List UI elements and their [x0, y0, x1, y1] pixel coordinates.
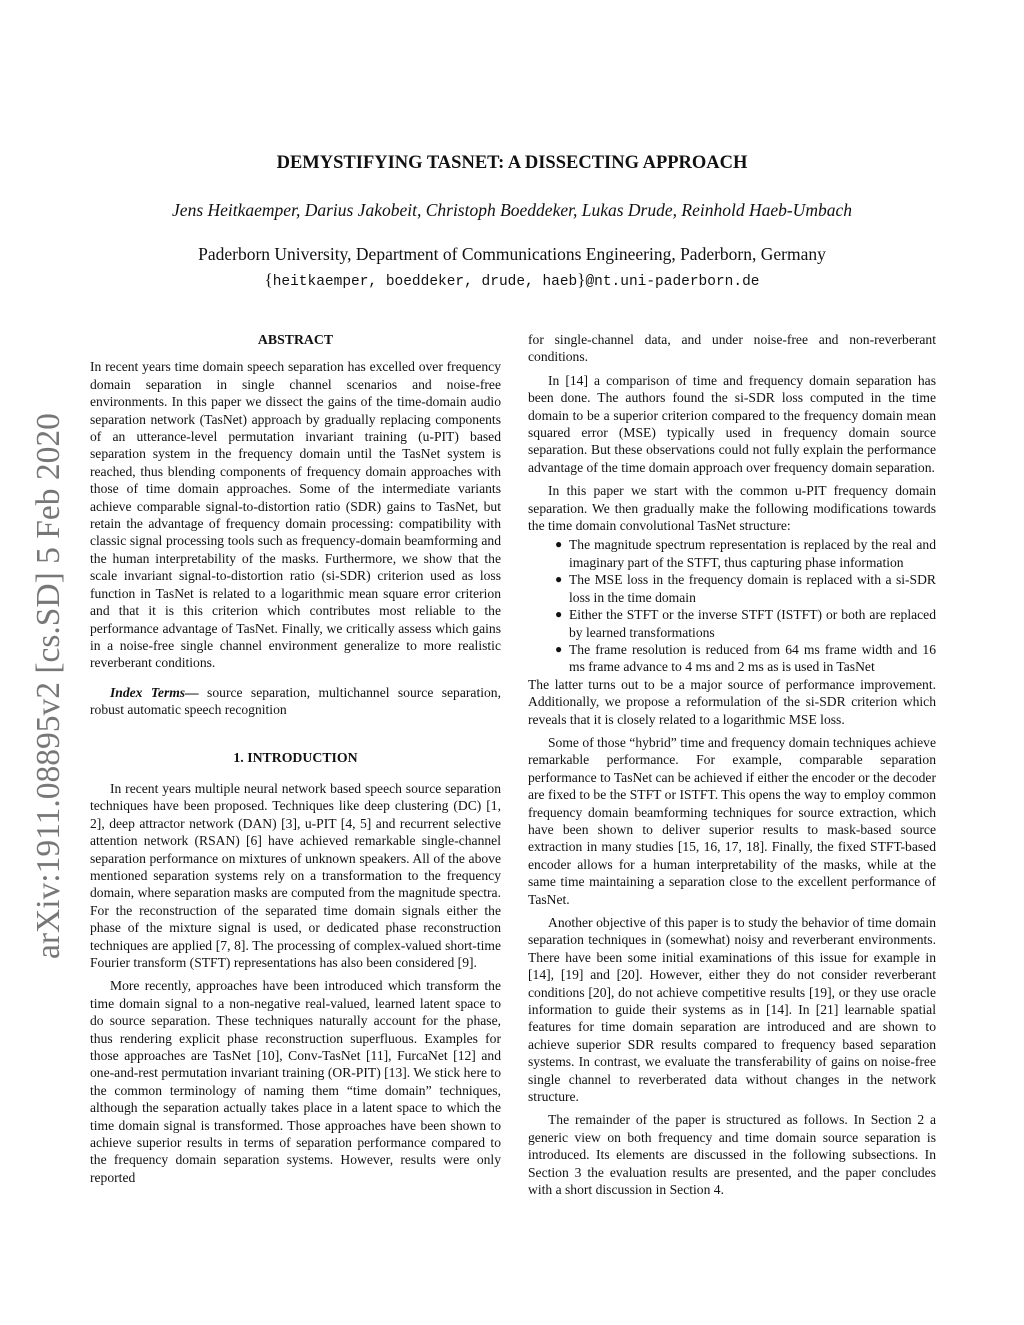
- abstract-heading: ABSTRACT: [257, 332, 334, 347]
- left-column: [90, 331, 501, 1186]
- email-usernames: heitkaemper, boeddeker, drude, haeb: [272, 274, 578, 290]
- intro-paragraph-6: Another objective of this paper is to study the behavior of time domain separation techniques in (somewhat) noisy and reverberant environments. There have been some initial examinations of this issue for example in [14], [19] and [20]. However, either they do not consider reverberant conditions [20], do not achieve competitive results [19], or they use oracle information to guide their systems as in [14]. In [21] learnable spatial features for time domain separation are introduced and are shown to achieve superior SDR results compared to frequency based separation systems. In contrast, we evaluate the transferability of gains on noise-free single channel to reverberated data without changes in the network structure.: [528, 915, 936, 1105]
- list-item: [555, 641, 936, 676]
- intro-paragraph-5: Some of those “hybrid” time and frequency domain techniques achieve remarkable performance. For example, comparable separation performance to TasNet can be achieved if either the encoder or the decoder are fixed to be the STFT or ISTFT. This opens the way to employ common frequency domain beamforming techniques for source extraction, which have been shown to deliver superior results to mask-based source extraction in many studies [15, 16, 17, 18]. Finally, the fixed STFT-based encoder allows for a human interpretability of the masks, while at the same time maintaining a separation close to the excellent performance of TasNet.: [528, 734, 936, 907]
- abstract-text: In recent years time domain speech separation has excelled over frequency domain separation in single channel scenarios and noise-free environments. In this paper we dissect the gains of the time-domain audio separation network (TasNet) approach by gradually replacing components of an utterance-level permutation invariant training (u-PIT) based separation system in the frequency domain until the TasNet system is reached, thus blending components of frequency domain approaches with those of time domain approaches. Some of the intermediate variants achieve comparable signal-to-distortion ratio (SDR) gains to TasNet, but retain the advantage of frequency domain processing: compatibility with classic signal processing tools such as frequency-domain beamforming and the human interpretability of the masks. Furthermore, we show that the scale invariant signal-to-distortion ratio (si-SDR) criterion used as loss function in TasNet is related to a logarithmic mean square error criterion and that it is this criterion which contributes most reliable to the performance advantage of TasNet. Finally, we critically assess which gains in a noise-free single channel environment generalize to more realistic reverberant conditions.: [90, 359, 501, 671]
- index-terms-text: source separation, multichannel source separation, robust automatic speech recognition: [90, 684, 501, 718]
- modification-list: [528, 536, 936, 675]
- introduction-heading: 1. INTRODUCTION: [233, 749, 358, 765]
- intro-paragraph-3: In [14] a comparison of time and frequency domain separation has been done. The authors found the si-SDR loss computed in the time domain to be a superior criterion compared to the frequency domain mean squared error (MSE) typically used in frequency domain source separation. But these observations could not fully explain the performance advantage of the time domain approach over frequency domain separation.: [528, 372, 936, 475]
- email-domain: @nt.uni-paderborn.de: [585, 274, 760, 290]
- affiliation: Paderborn University, Department of Communications Engineering, Paderborn, Germany: [198, 244, 826, 264]
- list-item-text: The MSE loss in the frequency domain is replaced with a si-SDR loss in the time domain: [569, 572, 936, 605]
- intro-paragraph-2: More recently, approaches have been introduced which transform the time domain signal to a non-negative real-valued, learned latent space to do source separation. These techniques naturally account for the phase, thus rendering explicit phase reconstruction superfluous. Examples for those approaches are TasNet [10], Conv-TasNet [11], FurcaNet [12] and one-and-rest permutation invariant training (OR-PIT) [13]. We stick here to the common terminology of naming them “time domain” techniques, although the separation actually takes place in a latent space to which the time domain signal is transformed. Those approaches have been shown to achieve superior results in terms of separation performance compared to the frequency domain separation systems. However, results were only reported: [90, 978, 501, 1185]
- arxiv-identifier-text: arXiv:1911.08895v2 [cs.SD] 5 Feb 2020: [30, 413, 67, 959]
- list-item: [555, 536, 936, 571]
- list-item-text: The frame resolution is reduced from 64 ms frame width and 16 ms frame advance to 4 ms and 2 ms as is used in TasNet: [569, 641, 936, 675]
- list-item-text: Either the STFT or the inverse STFT (ISTFT) or both are replaced by learned transformations: [569, 607, 936, 640]
- intro-paragraph-7: The remainder of the paper is structured as follows. In Section 2 a generic view on both frequency and time domain source separation is introduced. Its elements are discussed in the following subsections. In Section 3 the evaluation results are presented, and the paper concludes with a short discussion in Section 4.: [528, 1112, 936, 1198]
- author-emails: [0, 270, 1024, 290]
- bullet-icon: ●: [555, 641, 563, 656]
- bullet-icon: ●: [555, 537, 563, 552]
- author-list: Jens Heitkaemper, Darius Jakobeit, Christoph Boeddeker, Lukas Drude, Reinhold Haeb-Umbach: [172, 200, 852, 220]
- index-terms: [90, 684, 501, 719]
- right-column: [528, 331, 936, 1199]
- paper-title: DEMYSTIFYING TASNET: A DISSECTING APPROACH: [276, 153, 748, 173]
- intro-paragraph-1: In recent years multiple neural network based speech source separation techniques have been proposed. Techniques like deep clustering (DC) [1, 2], deep attractor network (DAN) [3], u-PIT [4, 5] and recurrent selective attention network (RSAN) [6] have achieved remarkable single-channel separation performance on mixtures of unknown speakers. All of the above mentioned separation systems rely on a transformation to the frequency domain, where separation masks are computed from the magnitude spectra. For the reconstruction of the separated time domain signals either the phase of the mixture signal is used, or dedicated phase reconstruction techniques are applied [7, 8]. The processing of complex-valued short-time Fourier transform (STFT) representations has also been considered [9].: [90, 780, 501, 970]
- index-terms-label: Index Terms—: [110, 684, 199, 700]
- list-item: [555, 606, 936, 641]
- intro-after-list: The latter turns out to be a major source of performance improvement. Additionally, we propose a reformulation of the si-SDR criterion which reveals that it is closely related to a logarithmic MSE loss.: [528, 676, 936, 727]
- bullet-icon: ●: [555, 607, 563, 622]
- email-brace-close: }: [577, 270, 586, 289]
- intro-paragraph-4: In this paper we start with the common u-PIT frequency domain separation. We then gradually make the following modifications towards the time domain convolutional TasNet structure:: [528, 483, 936, 534]
- email-brace-open: {: [264, 270, 273, 289]
- list-item-text: The magnitude spectrum representation is replaced by the real and imaginary part of the STFT, thus capturing phase information: [569, 537, 936, 570]
- bullet-icon: ●: [555, 572, 563, 587]
- intro-paragraph-2-continued: for single-channel data, and under noise-free and non-reverberant conditions.: [528, 332, 936, 365]
- list-item: [555, 571, 936, 606]
- arxiv-identifier-stamp: [30, 367, 67, 959]
